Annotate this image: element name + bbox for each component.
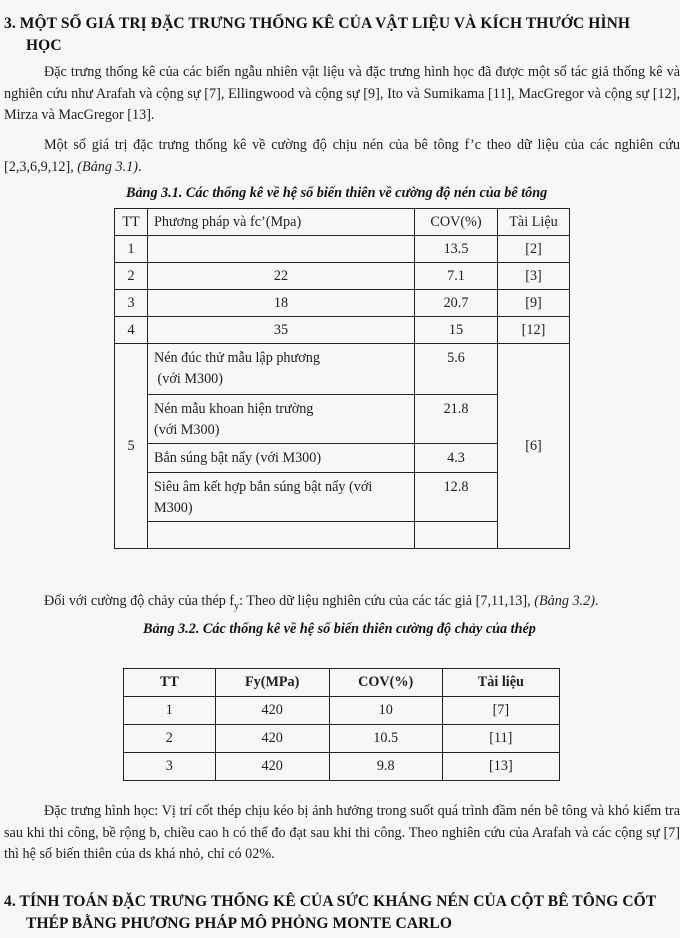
cell-cov: 21.8 <box>415 395 498 444</box>
paragraph-text: Đối với cường độ chảy của thép f <box>44 593 235 609</box>
paragraph-end: . <box>594 593 599 609</box>
cell-tt: 3 <box>115 290 148 317</box>
table-3-1-reference: (Bảng 3.1) <box>77 158 138 175</box>
table-row <box>124 725 560 753</box>
header-cov: COV(%) <box>329 669 442 697</box>
cell-ref: [12] <box>498 317 570 344</box>
section-4-heading-line2: THÉP BẰNG PHƯƠNG PHÁP MÔ PHỎNG MONTE CARLO <box>26 915 452 932</box>
header-ref: Tài liệu <box>442 669 559 697</box>
paragraph-end: . <box>137 158 142 175</box>
cell-cov: 20.7 <box>415 290 498 317</box>
table-row <box>115 317 570 344</box>
cell-method <box>148 473 415 522</box>
table-header-row <box>124 669 560 697</box>
subscript-y: y <box>234 600 240 612</box>
section-3-heading-line2: HỌC <box>26 37 62 54</box>
header-tt: TT <box>124 669 216 697</box>
cell-fy: 420 <box>215 725 329 753</box>
cell-method: Bắn súng bật nẩy (với M300) <box>148 444 415 473</box>
table-3-2 <box>123 668 560 781</box>
cell-cov: 10 <box>329 697 442 725</box>
table-3-1 <box>114 208 570 549</box>
section-3-heading <box>4 13 680 57</box>
cell-tt: 1 <box>115 236 148 263</box>
cell-method <box>148 395 415 444</box>
paragraph-text: Một số giá trị đặc trưng thống kê về cường độ chịu nén của bê tông f’c theo dữ liệu của các nghiên cứu [2,3,6,9,12], <box>4 137 680 175</box>
cell-cov: 4.3 <box>415 444 498 473</box>
paragraph-text-rest: : Theo dữ liệu nghiên cứu của các tác giả [7,11,13], <box>239 593 535 609</box>
method-line1: Nén đúc thử mẫu lập phương <box>154 350 320 366</box>
method-line2: (với M300) <box>154 422 220 438</box>
method-line1: Siêu âm kết hợp bắn súng bật nẩy (với <box>154 479 373 495</box>
intro-paragraph: Đặc trưng thống kê của các biến ngẫu nhiên vật liệu và đặc trưng hình học đã được một số tác giả thống kê và nghiên cứu như Arafah và cộng sự [7], Ellingwood và cộng sự [9], Ito và Sumikama [11], MacGregor và cộng sự [12], Mirza và MacGregor [13]. <box>4 64 680 123</box>
cell-ref: [6] <box>498 344 570 549</box>
cell-cov: 9.8 <box>329 753 442 781</box>
cell-tt: 3 <box>124 753 216 781</box>
cell-ref: [2] <box>498 236 570 263</box>
table-3-1-caption: Bảng 3.1. Các thống kê về hệ số biến thiên về cường độ nén của bê tông <box>126 185 548 201</box>
cell-cov: 13.5 <box>415 236 498 263</box>
cell-ref: [3] <box>498 263 570 290</box>
cell-tt: 1 <box>124 697 216 725</box>
method-line2: M300) <box>154 500 193 516</box>
table-row <box>124 753 560 781</box>
cell-cov-empty <box>415 522 498 549</box>
section-4-heading-line1: 4. TÍNH TOÁN ĐẶC TRƯNG THỐNG KÊ CỦA SỨC KHÁNG NÉN CỦA CỘT BÊ TÔNG CỐT <box>4 893 657 910</box>
cell-ref: [13] <box>442 753 559 781</box>
table-row <box>115 263 570 290</box>
cell-tt: 5 <box>115 344 148 549</box>
header-fy: Fy(MPa) <box>215 669 329 697</box>
cell-tt: 4 <box>115 317 148 344</box>
cell-ref: [9] <box>498 290 570 317</box>
cell-method <box>148 236 415 263</box>
cell-cov: 10.5 <box>329 725 442 753</box>
table-row <box>115 290 570 317</box>
cell-fy: 420 <box>215 753 329 781</box>
cell-tt: 2 <box>124 725 216 753</box>
cell-ref: [7] <box>442 697 559 725</box>
geometry-paragraph: Đặc trưng hình học: Vị trí cốt thép chịu kéo bị ảnh hưởng trong suốt quá trình đầm nén bê tông và khó kiểm tra sau khi thi công, bề rộng b, chiều cao h có thể đo đạt sau khi thi công. Theo nghiên cứu của Arafah và các cộng sự [7] thì hệ số biến thiên của ds khá nhỏ, chỉ có 02%. <box>4 803 680 862</box>
method-line2: (với M300) <box>154 371 223 387</box>
cell-cov: 15 <box>415 317 498 344</box>
cell-method: 35 <box>148 317 415 344</box>
cell-cov: 7.1 <box>415 263 498 290</box>
section-4-heading <box>4 891 680 935</box>
concrete-strength-paragraph <box>4 135 680 178</box>
header-tt: TT <box>115 209 148 236</box>
steel-yield-paragraph <box>44 591 680 617</box>
cell-method: 18 <box>148 290 415 317</box>
table-3-2-reference: (Bảng 3.2) <box>534 593 595 609</box>
section-3-heading-line1: 3. MỘT SỐ GIÁ TRỊ ĐẶC TRƯNG THỐNG KÊ CỦA VẬT LIỆU VÀ KÍCH THƯỚC HÌNH <box>4 15 631 32</box>
table-header-row <box>115 209 570 236</box>
cell-tt: 2 <box>115 263 148 290</box>
table-row <box>115 344 570 395</box>
table-3-2-caption: Bảng 3.2. Các thống kê về hệ số biến thiên cường độ chảy của thép <box>143 621 536 637</box>
cell-method <box>148 344 415 395</box>
header-ref: Tài Liệu <box>498 209 570 236</box>
cell-cov: 5.6 <box>415 344 498 395</box>
header-method: Phương pháp và fc’(Mpa) <box>148 209 415 236</box>
table-row <box>115 236 570 263</box>
cell-method: 22 <box>148 263 415 290</box>
table-row <box>124 697 560 725</box>
cell-method-empty <box>148 522 415 549</box>
method-line1: Nén mẫu khoan hiện trường <box>154 401 314 417</box>
cell-fy: 420 <box>215 697 329 725</box>
cell-cov: 12.8 <box>415 473 498 522</box>
header-cov: COV(%) <box>415 209 498 236</box>
cell-ref: [11] <box>442 725 559 753</box>
